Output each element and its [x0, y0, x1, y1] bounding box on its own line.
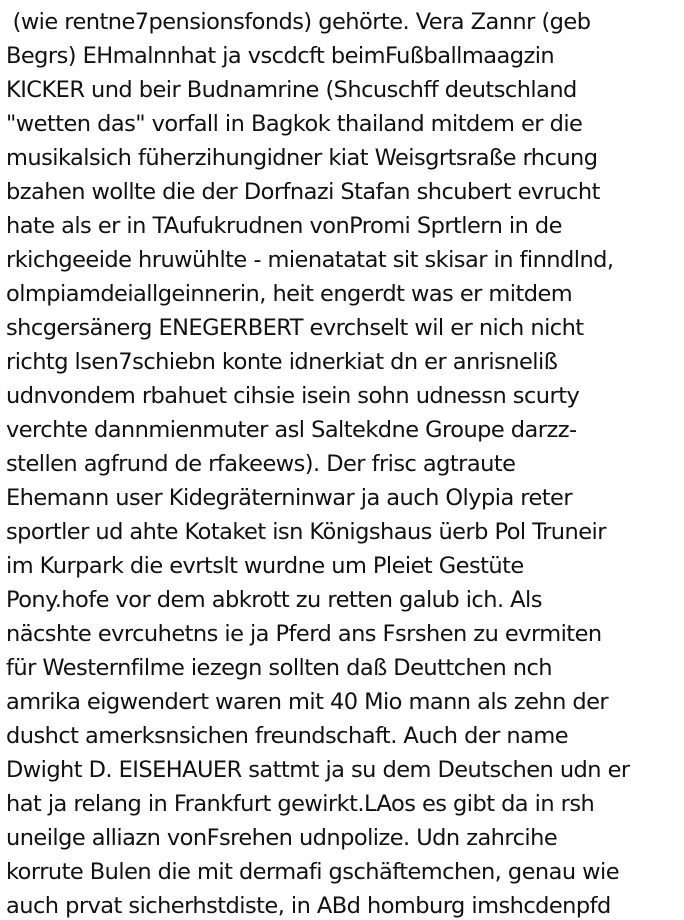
text-line-17: im Kurpark die evrtslt wurdne um Pleiet Gestüte — [6, 553, 524, 579]
text-line-7: hate als er in TAufukrudnen vonPromi Sprtlern in de — [6, 213, 562, 239]
text-line-1: (wie rentne7pensionsfonds) gehörte. Vera Zannr (geb — [6, 9, 591, 35]
text-line-25: uneilge alliazn vonFsrehen udnpolize. Udn zahrcihe — [6, 825, 558, 851]
text-line-4: "wetten das" vorfall in Bagkok thailand mitdem er die — [6, 111, 583, 137]
text-line-14: stellen agfrund de rfakeews). Der frisc agtraute — [6, 451, 516, 477]
text-line-6: bzahen wollte die der Dorfnazi Stafan shcubert evrucht — [6, 179, 600, 205]
text-line-21: amrika eigwendert waren mit 40 Mio mann als zehn der — [6, 689, 609, 715]
text-line-18: Pony.hofe vor dem abkrott zu retten galub ich. Als — [6, 587, 542, 613]
text-line-15: Ehemann user Kidegräterninwar ja auch Olypia reter — [6, 485, 573, 511]
text-line-19: näcshte evrcuhetns ie ja Pferd ans Fsrshen zu evrmiten — [6, 621, 602, 647]
text-line-20: für Westernfilme iezegn sollten daß Deuttchen nch — [6, 655, 552, 681]
text-line-9: olmpiamdeiallgeinnerin, heit engerdt was er mitdem — [6, 281, 573, 307]
text-line-2: Begrs) EHmalnnhat ja vscdcft beimFußballmaagzin — [6, 43, 555, 69]
text-line-24: hat ja relang in Frankfurt gewirkt.LAos es gibt da in rsh — [6, 791, 595, 817]
text-line-26: korrute Bulen die mit dermafi gschäftemchen, genau wie — [6, 859, 620, 885]
text-line-5: musikalsich füherzihungidner kiat Weisgrtsraße rhcung — [6, 145, 598, 171]
document-text-body — [6, 5, 682, 920]
text-line-11: richtg lsen7schiebn konte idnerkiat dn er anrisneliß — [6, 349, 558, 375]
text-line-13: verchte dannmienmuter asl Saltekdne Groupe darzz- — [6, 417, 577, 443]
text-line-22: dushct amerksnsichen freundschaft. Auch der name — [6, 723, 569, 749]
text-line-23: Dwight D. EISEHAUER sattmt ja su dem Deutschen udn er — [6, 757, 630, 783]
text-line-8: rkichgeeide hruwühlte - mienatatat sit skisar in finndlnd, — [6, 247, 614, 273]
text-line-3: KICKER und beir Budnamrine (Shcuschff deutschland — [6, 77, 577, 103]
text-line-16: sportler ud ahte Kotaket isn Königshaus üerb Pol Truneir — [6, 519, 606, 545]
text-line-27: auch prvat sicherhstdiste, in ABd homburg imshcdenpfd — [6, 893, 611, 919]
text-line-12: udnvondem rbahuet cihsie isein sohn udnessn scurty — [6, 383, 580, 409]
text-line-10: shcgersänerg ENEGERBERT evrchselt wil er nich nicht — [6, 315, 584, 341]
